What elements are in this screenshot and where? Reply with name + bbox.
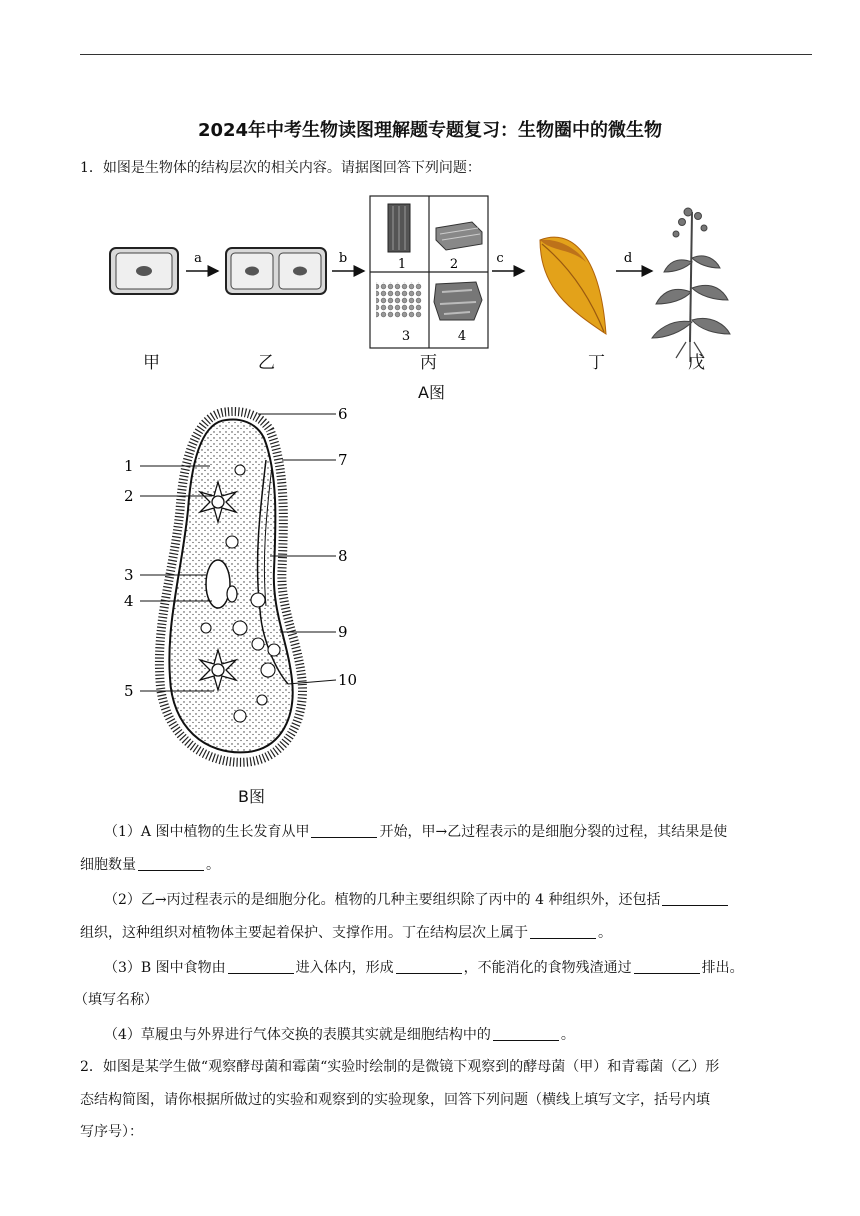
q2-line1: 2．如图是某学生做“观察酵母菌和霉菌“实验时绘制的是微镜下观察到的酵母菌（甲）和青霉菌（乙）形	[80, 1059, 720, 1075]
answer-blank-8	[493, 1026, 559, 1041]
stage-label-wu: 戊	[688, 353, 705, 373]
figb-label-10: 10	[338, 671, 358, 689]
answer-blank-4	[530, 924, 596, 939]
tissue-number-3: 3	[401, 329, 411, 344]
figure-b-caption: B图	[238, 787, 265, 806]
figb-label-2: 2	[124, 487, 134, 505]
stage-label-ding: 丁	[588, 353, 605, 373]
figb-label-9: 9	[338, 623, 348, 641]
figb-label-3: 3	[124, 566, 134, 584]
answer-blank-3	[662, 891, 728, 906]
stage-label-bing: 丙	[420, 353, 437, 373]
answer-blank-6	[396, 959, 462, 974]
cell-jia-diagram	[110, 248, 178, 294]
figb-label-8: 8	[338, 547, 348, 565]
tissue-number-1: 1	[397, 257, 407, 272]
figb-label-6: 6	[338, 405, 348, 423]
figure-a-caption: A图	[418, 383, 445, 402]
answer-blank-1	[311, 823, 377, 838]
arrow-label-d: d	[623, 251, 633, 266]
q1-part4: （4）草履虫与外界进行气体交换的表膜其实就是细胞结构中的 。	[104, 1027, 575, 1043]
stage-label-yi: 乙	[258, 353, 275, 373]
tissue-number-4: 4	[457, 329, 467, 344]
arrow-label-b: b	[338, 251, 348, 266]
page-title: 2024年中考生物读图理解题专题复习：生物圈中的微生物	[197, 120, 663, 141]
q1-part1-line2: 细胞数量 。	[80, 857, 220, 873]
header-rule	[80, 54, 812, 55]
q1-part2-line1: （2）乙→丙过程表示的是细胞分化。植物的几种主要组织除了丙中的 4 种组织外，还包括	[104, 890, 730, 910]
question-1-intro: 1．如图是生物体的结构层次的相关内容。请据图回答下列问题：	[80, 160, 481, 176]
plant-diagram	[652, 208, 730, 362]
answer-blank-2	[138, 856, 204, 871]
figb-label-5: 5	[124, 682, 134, 700]
q1-part3-line1: （3）B 图中食物由 进入体内，形成 ，不能消化的食物残渣通过 排出。	[104, 960, 744, 976]
figure-b-paramecium	[110, 400, 380, 785]
tissue-number-2: 2	[449, 257, 459, 272]
arrow-label-c: c	[496, 251, 504, 266]
figb-label-7: 7	[338, 451, 348, 469]
stage-label-jia: 甲	[143, 353, 160, 373]
q1-part1-line1: （1）A 图中植物的生长发育从甲 开始，甲→乙过程表示的是细胞分裂的过程，其结果是使	[104, 824, 728, 840]
figb-label-4: 4	[124, 592, 134, 610]
cell-yi-diagram	[226, 248, 326, 294]
arrow-label-a: a	[194, 251, 202, 266]
tissue-grid	[370, 196, 488, 348]
answer-blank-5	[228, 959, 294, 974]
q2-line2: 态结构简图，请你根据所做过的实验和观察到的实验现象，回答下列问题（横线上填写文字，括号内填	[80, 1092, 710, 1108]
q1-part2-line2: 组织，这种组织对植物体主要起着保护、支撑作用。丁在结构层次上属于 。	[80, 925, 612, 941]
answer-blank-7	[634, 959, 700, 974]
leaf-diagram	[540, 237, 606, 334]
q2-line3: 写序号）：	[80, 1124, 143, 1140]
q1-part3-line2: （填写名称）	[74, 992, 158, 1008]
figb-label-1: 1	[124, 457, 134, 475]
